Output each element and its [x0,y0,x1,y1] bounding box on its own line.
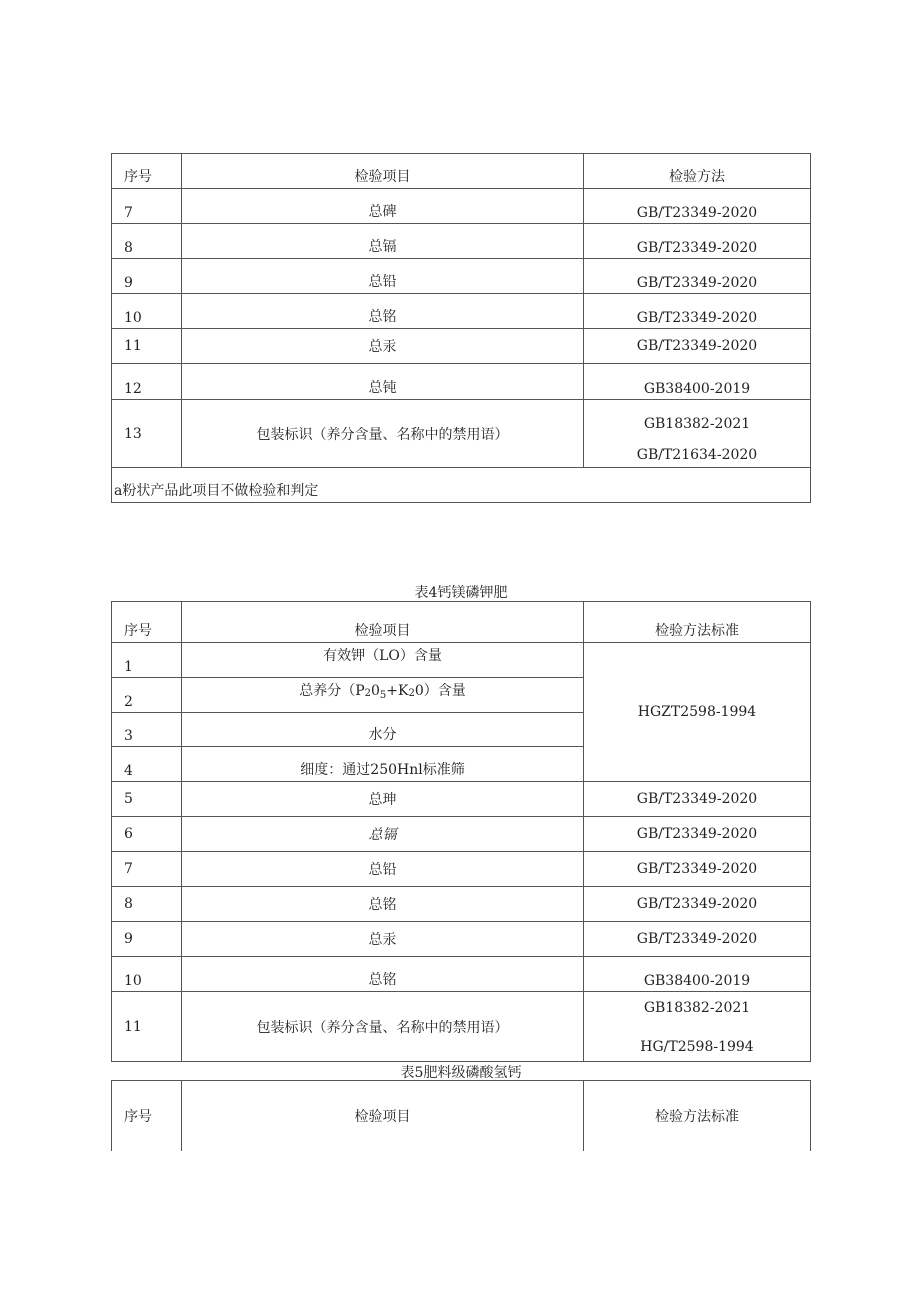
row-item: 有效钾（LO）含量 [182,643,584,678]
row-no: 11 [112,992,182,1062]
row-item: 总铅 [182,259,584,294]
table-row [112,329,811,364]
row-method: GB38400-2019 [584,364,811,400]
row-item: 总珅 [182,782,584,817]
row-no: 10 [112,957,182,992]
row-no: 2 [112,678,182,713]
header-no: 序号 [112,1081,182,1151]
table-header [112,154,811,189]
table-header [112,1081,811,1151]
header-no: 序号 [112,602,182,643]
row-method: GB/T23349-2020 [584,782,811,817]
row-item: 细度：通过250Hnl标准筛 [182,747,584,782]
row-method: GB/T23349-2020 [584,887,811,922]
table-3 [111,153,811,503]
table-row [112,259,811,294]
header-no: 序号 [112,154,182,189]
row-no: 4 [112,747,182,782]
merged-method: HGZT2598-1994 [584,643,811,782]
method-line-1: GB18382-2021 [643,1000,751,1016]
row-item: 总汞 [182,922,584,957]
row-no: 8 [112,887,182,922]
row-item: 总铅 [182,852,584,887]
row-no: 13 [112,400,182,468]
row-no: 9 [112,259,182,294]
row-method: GB/T23349-2020 [584,189,811,224]
header-item: 检验项目 [182,154,584,189]
row-no: 11 [112,329,182,364]
table-row [112,992,811,1062]
row-item: 包装标识（养分含量、名称中的禁用语） [182,992,584,1062]
table-row [112,294,811,329]
header-item: 检验项目 [182,602,584,643]
row-method-cell [584,400,811,468]
row-item: 总镉 [182,224,584,259]
row-method: GB38400-2019 [584,957,811,992]
row-no: 5 [112,782,182,817]
row-no: 10 [112,294,182,329]
table-5 [111,1080,811,1151]
table-row [112,400,811,468]
row-no: 7 [112,852,182,887]
row-method: GB/T23349-2020 [584,852,811,887]
table-4 [111,601,811,1062]
row-no: 1 [112,643,182,678]
table-row [112,643,811,678]
row-no: 8 [112,224,182,259]
table-row [112,817,811,852]
method-line-1: GB18382-2021 [643,416,751,432]
header-method: 检验方法标准 [584,602,811,643]
row-method: GB/T23349-2020 [584,817,811,852]
table-row [112,887,811,922]
row-item: 包装标识（养分含量、名称中的禁用语） [182,400,584,468]
row-item: 总铭 [182,957,584,992]
table-5-caption: 表5肥料级磷酸氢钙 [400,1065,522,1081]
table-row [112,189,811,224]
row-item: 总钝 [182,364,584,400]
row-method: GB/T23349-2020 [584,224,811,259]
table-note-row [112,468,811,503]
table-row [112,922,811,957]
table-row [112,224,811,259]
table-4-caption: 表4钙镁磷钾肥 [414,585,508,601]
row-no: 3 [112,713,182,747]
table-row [112,364,811,400]
row-item: 水分 [182,713,584,747]
table-note: a粉状产品此项目不做检验和判定 [112,468,811,503]
table-row [112,957,811,992]
row-item: 总汞 [182,329,584,364]
method-stack [584,400,810,467]
method-line-2: HG/T2598-1994 [640,1039,754,1055]
row-item: 总铭 [182,887,584,922]
row-item: 总镉 [182,817,584,852]
row-method: GB/T23349-2020 [584,922,811,957]
table-row [112,852,811,887]
row-no: 12 [112,364,182,400]
row-method: GB/T23349-2020 [584,259,811,294]
header-method: 检验方法标准 [584,1081,811,1151]
row-item-formula: 总养分$(P20_5+K20)$含量 [182,678,584,713]
row-item: 总碑 [182,189,584,224]
method-line-2: GB/T21634-2020 [636,447,758,463]
method-stack [584,992,810,1061]
row-no: 7 [112,189,182,224]
row-method: GB/T23349-2020 [584,294,811,329]
table-row [112,782,811,817]
row-item: 总铭 [182,294,584,329]
row-method-cell [584,992,811,1062]
header-item: 检验项目 [182,1081,584,1151]
row-method: GB/T23349-2020 [584,329,811,364]
row-no: 9 [112,922,182,957]
header-method: 检验方法 [584,154,811,189]
table-header [112,602,811,643]
row-no: 6 [112,817,182,852]
